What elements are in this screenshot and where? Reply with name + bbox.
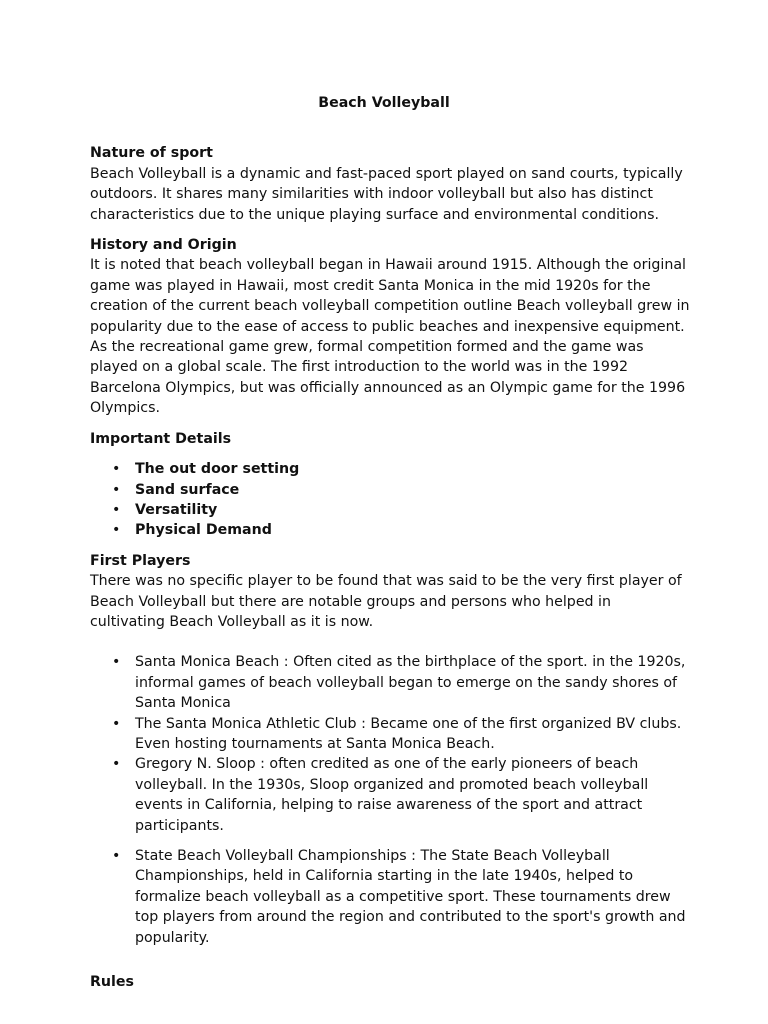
list-item [90,459,690,479]
list-item [90,480,690,500]
important-details-list [90,459,690,541]
bullet-icon: • [112,522,121,539]
section-history-and-origin [90,235,690,419]
bullet-icon: • [112,715,121,732]
document-title: Beach Volleyball [318,95,450,111]
first-players-list [90,652,690,948]
list-item-text: The out door setting [135,461,300,478]
section-nature-of-sport [90,143,690,225]
list-item-text: Santa Monica Beach : Often cited as the birthplace of the sport. in the 1920s, informal games of beach volleyball began to emerge on the sandy shores of Santa Monica [135,654,686,712]
bullet-icon: • [112,501,121,518]
paragraph-first-players: There was no specific player to be found that was said to be the very first player of Beach Volleyball but there are notable groups and persons who helped in cultivating Beach Volleyball as it is now. [90,573,682,630]
list-item [90,846,690,948]
heading-nature-of-sport: Nature of sport [90,145,213,162]
list-item-text: State Beach Volleyball Championships : The State Beach Volleyball Championships, held in California starting in the late 1940s, helped to formalize beach volleyball as a competitive sport. These tournaments drew top players from around the region and contributed to the sport's growth and popularity. [135,848,686,946]
heading-important-details: Important Details [90,430,232,447]
section-important-details [90,429,690,541]
list-item [90,714,690,755]
document-content [90,93,690,992]
list-item [90,652,690,713]
list-item [90,520,690,540]
bullet-icon: • [112,848,121,864]
list-item-text: Gregory N. Sloop : often credited as one of the early pioneers of beach volleyball. In the 1930s, Sloop organized and promoted beach volleyball events in California, helping to raise awareness of the sport and attract participants. [135,756,649,834]
list-item-text: The Santa Monica Athletic Club : Became one of the first organized BV clubs. Even hosting tournaments at Santa Monica Beach. [135,715,682,752]
list-item-text: Versatility [135,501,218,518]
heading-first-players: First Players [90,552,191,569]
paragraph-history-and-origin: It is noted that beach volleyball began in Hawaii around 1915. Although the original game was played in Hawaii, most credit Santa Monica in the mid 1920s for the creation of the current beach volleyball competition outline Beach volleyball grew in popularity due to the ease of access to public beaches and inexpensive equipment. As the recreational game grew, formal competition formed and the game was played on a global scale. The first introduction to the world was in the 1992 Barcelona Olympics, but was officially announced as an Olympic game for the 1996 Olympics. [90,257,690,417]
list-item [90,754,690,836]
heading-rules: Rules [90,974,134,991]
paragraph-nature-of-sport: Beach Volleyball is a dynamic and fast-paced sport played on sand courts, typically outdoors. It shares many similarities with indoor volleyball but also has distinct characteristics due to the unique playing surface and environmental conditions. [90,165,683,223]
section-first-players [90,551,690,948]
bullet-icon: • [112,481,121,498]
bullet-icon: • [112,756,121,773]
heading-history-and-origin: History and Origin [90,237,237,254]
list-item-text: Physical Demand [135,522,272,539]
bullet-icon: • [112,654,121,671]
list-item-text: Sand surface [135,481,240,498]
list-item [90,500,690,520]
bullet-icon: • [112,461,121,478]
